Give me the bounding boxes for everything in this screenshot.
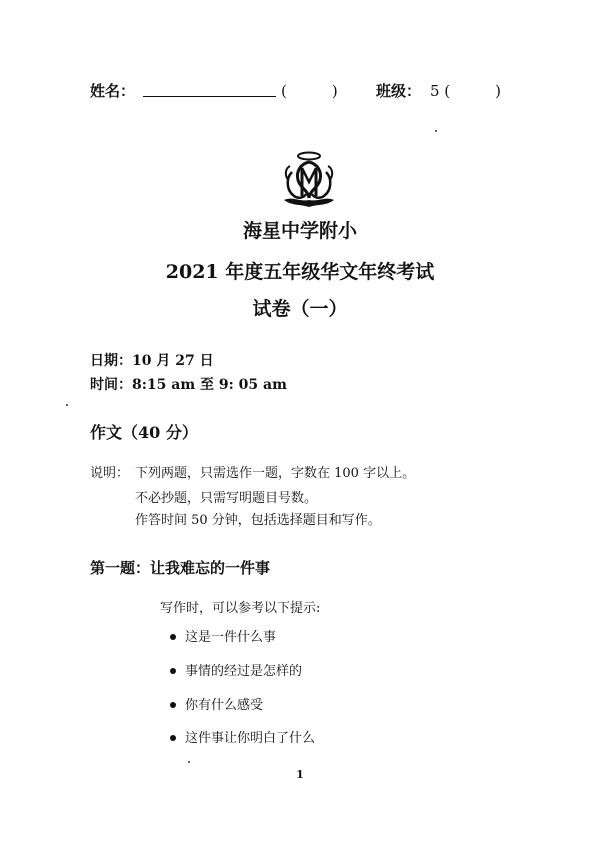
scan-speck	[188, 761, 190, 763]
name-label: 姓名：	[90, 82, 136, 100]
exam-title: 2021 年度五年级华文年终考试	[165, 261, 435, 283]
hint-text: 这是一件什么事	[185, 630, 277, 645]
bullet-icon	[170, 668, 176, 674]
paper-title: 试卷（一）	[252, 298, 348, 320]
instruction-line: 作答时间 50 分钟，包括选择题目和写作。	[135, 513, 381, 528]
scan-speck	[435, 130, 437, 132]
class-value: 5 ( )	[430, 82, 502, 100]
hint-text: 事情的经过是怎样的	[185, 664, 303, 679]
name-blank-line[interactable]	[143, 96, 276, 97]
school-crest-icon	[278, 150, 340, 210]
hint-list-item	[170, 694, 263, 713]
hint-text: 你有什么感受	[185, 698, 264, 713]
question-hint: 写作时，可以参考以下提示:	[160, 601, 321, 616]
exam-date: 日期：10 月 27 日	[90, 353, 214, 369]
instruction-line: 不必抄题，只需写明题目号数。	[135, 491, 318, 506]
hint-list-item	[170, 660, 302, 679]
bullet-icon	[170, 634, 176, 640]
bullet-icon	[170, 702, 176, 708]
index-number-parentheses: ( )	[281, 82, 338, 100]
hint-text: 这件事让你明白了什么	[185, 731, 316, 746]
page-number: 1	[296, 768, 304, 781]
question-title: 第一题：让我难忘的一件事	[90, 559, 271, 577]
class-label: 班级：	[376, 82, 422, 100]
instruction-line: 下列两题，只需选作一题，字数在 100 字以上。	[135, 466, 416, 481]
bullet-icon	[170, 735, 176, 741]
scan-speck	[66, 404, 68, 406]
hint-list-item	[170, 727, 315, 746]
hint-list-item	[170, 626, 276, 645]
exam-time: 时间：8:15 am 至 9: 05 am	[90, 377, 287, 393]
school-name: 海星中学附小	[242, 220, 357, 242]
instructions-label: 说明：	[90, 466, 130, 481]
section-title: 作文（40 分）	[90, 423, 198, 442]
